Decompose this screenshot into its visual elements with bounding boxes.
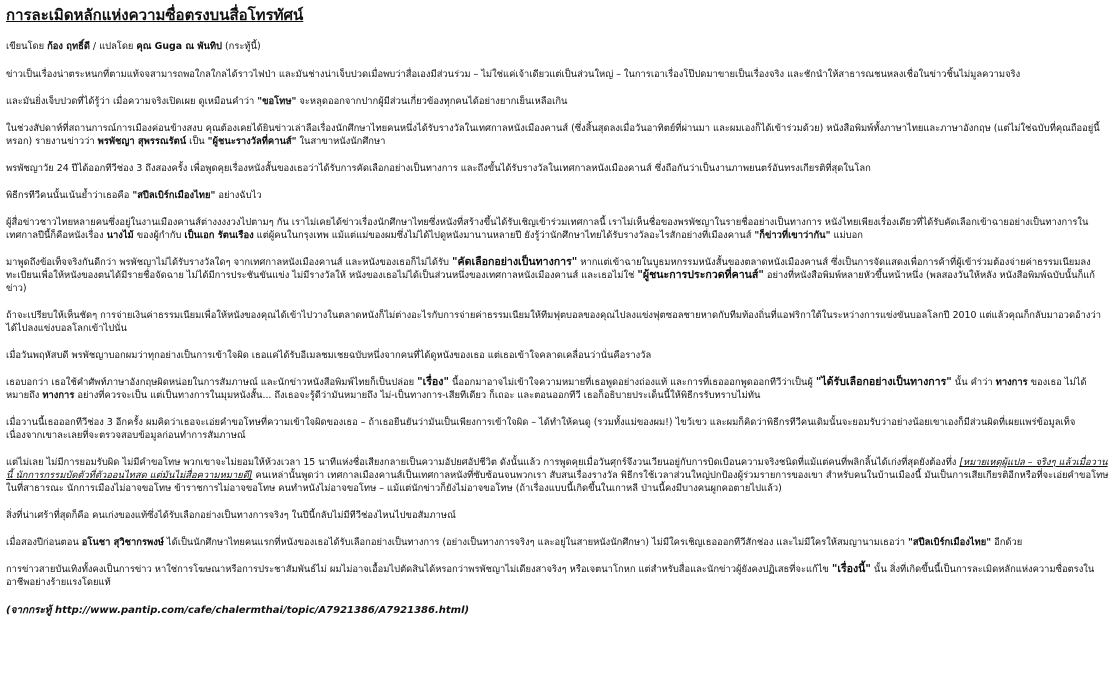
emphasis: นางไม้ [106, 230, 134, 241]
emphasis: "ขอโทษ" [257, 96, 297, 107]
paragraph-1: ข่าวเป็นเรื่องน่าตระหนกที่ตามแท้จจสามารถพอใกลใกลได้ราวไฟป่า และมันช่างน่าเจ็บปวดเมื่อพบว่าสื่อเองมีส่วนร่วม – ไม่ใช่แค่เจ้าเดียวแต่เป็นส่วนใหญ่ – ในการเอาเรื่องโป๊ปดมาขายเป็นเรื่องจริง และชักนำให้สาธารณชนหลงเชื่อในข่าวชิ้นไม่มูลความจริง [6, 69, 1021, 80]
source-prefix: (จากกระทู้ [6, 605, 55, 616]
emphasis: "คัดเลือกอย่างเป็นทางการ" [451, 256, 578, 268]
text: ของเธอ ไม่ได้หมายถึง [6, 377, 1087, 401]
paragraph-3 [6, 122, 1109, 148]
text: คนเหล่านั้นพูดว่า เทศกาลเมืองคานส์เป็นเทศกาลหนังที่ซับซ้อนจนพวกเรา สับสนเรื่องรางวัล พิธีกรใช้เวลาส่วนใหญ่ปกป้องผู้ร่วมรายการของเขา สำหรับคนในบ้านเมืองนี้ มันเป็นการเสียเกียรติอีกหรือที่จะเอ่ยคำขอโทษในที่สาธารณะ นักการเมืองไม่อาจขอโทษ ข้าราชการไม่อาจขอโทษ คนทำหนังไม่อาจขอโทษ – แม้แต่นักข่าวก็ยังไม่อาจขอโทษ (ถ้าเรื่องแบบนี้เกิดขึ้นในเกาหลี ป่านนี้คงมีบางคนผูกคอตายไปแล้ว) [6, 470, 1109, 494]
paragraph-12 [6, 456, 1109, 495]
emphasis: อโนชา สุวิชากรพงษ์ [81, 537, 164, 548]
emphasis: เป็นเอก รัตนเรือง [184, 230, 254, 241]
text: นั้น คำว่า [951, 377, 996, 388]
text: เธอบอกว่า เธอใช้คำศัพท์ภาษาอังกฤษผิดหน่อยในการสัมภาษณ์ และนักข่าวหนังสือพิมพ์ไทยก็เป็นปล่อย [6, 377, 418, 388]
source-citation [6, 603, 1109, 618]
emphasis: ทางการ [42, 390, 75, 401]
text: อย่างที่ควรจะเป็น แต่เป็นทางการในมุมหนังสั้น... ถึงเธอจะรู้ดีว่ามันหมายถึง ไม่-เป็นทางการ-เสียทีเดียว ก็เถอะ และตอนออกทีวี เธอก็อธิบายประเด็นนี้ให้พิธีกรรับทราบไม่ทัน [74, 390, 761, 401]
text: แต่ไม่เลย ไม่มีการยอมรับผิด ไม่มีคำขอโทษ พวกเขาจะไม่ยอมให้ห้วงเวลา 15 นาทีแห่งชื่อเสียงกลายเป็นความอัปยศอัปชีวิต ดังนั้นแล้ว การพูดคุยเมื่อวันศุกร์จึงวนเวียนอยู่กับการบิดเบือนความจริงชนิดที่แม้แต่คนที่พลิกลิ้นได้เก่งที่สุดยังต้องทึ่ง [6, 457, 960, 468]
paragraph-15 [6, 563, 1109, 589]
text: ของผู้กำกับ [133, 230, 185, 241]
text: แต่ผู้คนในกรุงเทพ แม้แต่แม่ของผมซึ่งไม่ได้ไปดูหนังมานานหลายปี ยังรู้ว่านักศึกษาไทยได้รับรางวัลอะไรสักอย่างที่เมืองคานส์ [253, 230, 755, 241]
emphasis: ทางการ [995, 377, 1028, 388]
translator-suffix: (กระทู้นี้) [222, 41, 261, 52]
translator-name: คุณ Guga ณ พันทิป [136, 41, 223, 52]
text: นั้น สิ่งที่เกิดขึ้นนี้เป็นการละเมิดหลักแห่งความซื่อตรงในอาชีพอย่างร้ายแรงโดยแท้ [6, 564, 1095, 588]
emphasis: "ได้รับเลือกอย่างเป็นทางการ" [815, 376, 952, 388]
text: อย่างที่หนังสือพิมพ์หลายหัวขึ้นหน้าหนึ่ง (พลสองวันให้หลัง หนังสือพิมพ์ฉบับนั้นก็แก้ข่าว) [6, 270, 1095, 294]
text: อีกด้วย [991, 537, 1023, 548]
text: เป็น [186, 136, 208, 147]
translator-prefix: / แปลโดย [89, 41, 137, 52]
text: การข่าวสายบันเทิงทั้งคงเป็นการข่าว หาใช่การโฆษณาหรือการประชาสัมพันธ์ไม่ ผมไม่อาจเอื้อมไปตัดสินได้หรอกว่าพรพัชญาไม่เดียงสาจริงๆ หรือเจตนาโกหก แต่สำหรับสื่อและนักข่าวผู้ยังคงปฏิเสธที่จะแก้ไข [6, 564, 832, 575]
translator-note: [หมายเหตุผู้แปล – จริงๆ แล้วเมื่อวานนี้ นักการกรรมบัดตัวที่ตัวออนไทสด แต่มันไม่สื่อความหมายดี] [6, 457, 1108, 481]
paragraph-7 [6, 256, 1109, 295]
text: ในสาขาหนังนักศึกษา [296, 136, 386, 147]
text: จะหลุดออกจากปากผู้มีส่วนเกี่ยวข้องทุกคนได้อย่างยากเย็นเหลือเกิน [296, 96, 568, 107]
emphasis: พรพัชญา สุพรรณรัตน์ [97, 136, 187, 147]
byline [6, 40, 1109, 53]
text: พิธีกรทีวีคนนั้นเน้นย้ำว่าเธอคือ [6, 190, 133, 201]
emphasis: "เรื่องนี้" [831, 563, 871, 575]
paragraph-9: เมื่อวันพฤหัสบดี พรพัชญาบอกผมว่าทุกอย่างเป็นการเข้าใจผิด เธอแค่ได้รับอีเมลชมเชยฉบับหนึ่งจากคนที่ได้ดูหนังของเธอ แต่เธอเข้าใจคลาดเคลื่อนว่านั่นคือรางวัล [6, 350, 652, 361]
text: อย่างฉับไว [215, 190, 262, 201]
paragraph-4: พรพัชญาวัย 24 ปีได้ออกทีวีช่อง 3 ถึงสองครั้ง เพื่อพูดคุยเรื่องหนังสั้นของเธอว่าได้รับการคัดเลือกอย่างเป็นทางการ และถึงขั้นได้รับรางวัลในเทศกาลหนังเมืองคานส์ ซึ่งถือกันว่าเป็นงานภาพยนตร์อันทรงเกียรติที่สุดในโลก [6, 163, 871, 174]
paragraph-14 [6, 536, 1109, 549]
paragraph-2 [6, 95, 1109, 108]
paragraph-6 [6, 216, 1109, 242]
emphasis: "ผู้ชนะการประกวดที่คานส์" [637, 269, 764, 281]
paragraph-5 [6, 189, 1109, 202]
paragraph-11: เมื่อวานนี้เธอออกทีวีช่อง 3 อีกครั้ง ผมคิดว่าเธอจะเอ่ยคำขอโทษที่ความเข้าใจผิดของเธอ – ถ้าเธอยืนยันว่ามันเป็นเพียงการเข้าใจผิด – ได้ทำให้คนดู (รวมทั้งแม่ของผม!) ไขว้เขว และผมก็คิดว่าพิธีกรทีวีคนเดิมนั้นจะยอมรับว่าอย่างน้อยเขาเองก็มีส่วนผิดที่เผยแพร่ข้อมูลเท็จ เนื่องจากเขาละเลยที่จะตรวจสอบข้อมูลก่อนทำการสัมภาษณ์ [6, 417, 1076, 441]
author-prefix: เขียนโดย [6, 41, 48, 52]
paragraph-13: สิ่งที่น่าเศร้าที่สุดก็คือ คนเก่งของแท้ซึ่งได้รับเลือกอย่างเป็นทางการจริงๆ ในปีนี้กลับไม่มีทีวีช่องไหนไปขอสัมภาษณ์ [6, 510, 456, 521]
text: มาพูดถึงข้อเท็จจริงกันดีกว่า พรพัชญาไม่ได้รับรางวัลใดๆ จากเทศกาลหนังเมืองคานส์ และหนังของเธอก็ไม่ได้รับ [6, 257, 452, 268]
text: และมันยิ่งเจ็บปวดที่ได้รู้ว่า เมื่อความจริงเปิดเผย ดูเหมือนคำว่า [6, 96, 258, 107]
emphasis: "ผู้ชนะรางวัลที่คานส์" [207, 136, 297, 147]
text: ได้เป็นนักศึกษาไทยคนแรกที่หนังของเธอได้รับเลือกอย่างเป็นทางการ (อย่างเป็นทางการจริงๆ และอยู่ในสายหนังนักศึกษา) ไม่มีใครเชิญเธอออกทีวีสักช่อง และไม่มีใครให้สมญานามเธอว่า [163, 537, 909, 548]
paragraph-8: ถ้าจะเปรียบให้เห็นชัดๆ การจ่ายเงินค่าธรรมเนียมเพื่อให้หนังของคุณได้เข้าไปวางในตลาดหนังก็ไม่ต่างอะไรกับการจ่ายค่าธรรมเนียมให้ทีมฟุตบอลของคุณไปลงแข่งฟุตซอลชายหาดกับทีมท้องถิ่นที่แอฟริกาใต้ในระหว่างการแข่งขันบอลโลกปี 2010 แต่แล้วคุณก็กลับมาอวดอ้างว่าได้ไปลงแข่งบอลโลกเข้าไปนั่น [6, 310, 1102, 334]
emphasis: "ก็ข่าวที่เขาว่ากัน" [754, 230, 831, 241]
text: ผู้สื่อข่าวชาวไทยหลายคนซึ่งอยู่ในงานเมืองคานส์ต่างงงงวงไปตามๆ กัน เราไม่เคยได้ข่าวเรื่องนักศึกษาไทยซึ่งหนังที่สร้างขึ้นได้รับเชิญเข้าร่วมเทศกาลนี้ เราไม่เห็นชื่อของพรพัชญาในรายชื่ออย่างเป็นทางการ หนังไทยเพียงเรื่องเดียวที่ได้รับคัดเลือกเข้าฉายอย่างเป็นทางการในเทศกาลปีนี้ก็คือหนังเรื่อง [6, 217, 1089, 241]
text: แม่บอก [830, 230, 863, 241]
text: นี้ออกมาอาจไม่เข้าใจความหมายที่เธอพูดอย่างถ่องแท้ และการที่เธอออกพูดออกทีวีว่าเป็นผู้ [448, 377, 816, 388]
source-link[interactable]: http://www.pantip.com/cafe/chalermthai/topic/A7921386/A7921386.html [54, 605, 465, 616]
text: ในช่วงสัปดาห์ที่สถานการณ์การเมืองค่อนข้างสงบ คุณต้องเคยได้ยินข่าวเล่าลือเรื่องนักศึกษาไทยคนหนึ่งได้รับรางวัลในเทศกาลหนังเมืองคานส์ (ซึ่งสิ้นสุดลงเมื่อวันอาทิตย์ที่ผ่านมา และผมเองก็ได้เข้าร่วมด้วย) หนังสือพิมพ์ทั้งภาษาไทยและภาษาอังกฤษ (แต่ไม่ใช่ฉบับที่คุณถืออยู่นี้หรอก) รายงานข่าวว่า [6, 123, 1100, 147]
emphasis: "สปีลเบิร์กเมืองไทย" [908, 537, 992, 548]
author-name: ก้อง ฤทธิ์ดี [47, 41, 90, 52]
text: เมื่อสองปีก่อนตอน [6, 537, 82, 548]
article-title: การละเมิดหลักแห่งความซื่อตรงบนสื่อโทรทัศน์ [6, 8, 304, 24]
emphasis: "เรื่อง" [417, 376, 449, 388]
paragraph-10 [6, 376, 1109, 402]
emphasis: "สปีลเบิร์กเมืองไทย" [132, 190, 216, 201]
source-suffix: ) [464, 605, 470, 616]
text: หากแต่เข้าฉายในบูธมหกรรมหนังสั้นของตลาดหนังเมืองคานส์ ซึ่งเป็นการจัดแสดงเพื่อการค้าที่ผู้เข้าร่วมต้องจ่ายค่าธรรมเนียมลงทะเบียนเพื่อให้หนังของตนได้มีรายชื่อจัดฉาย ไม่ได้มีการประชันขันแข่ง ไม่มีรางวัลให้ หนังของเธอไม่ได้เป็นส่วนหนึ่งของเทศกาลหนังเมืองคานส์ และเธอไม่ใช่ [6, 257, 1091, 281]
